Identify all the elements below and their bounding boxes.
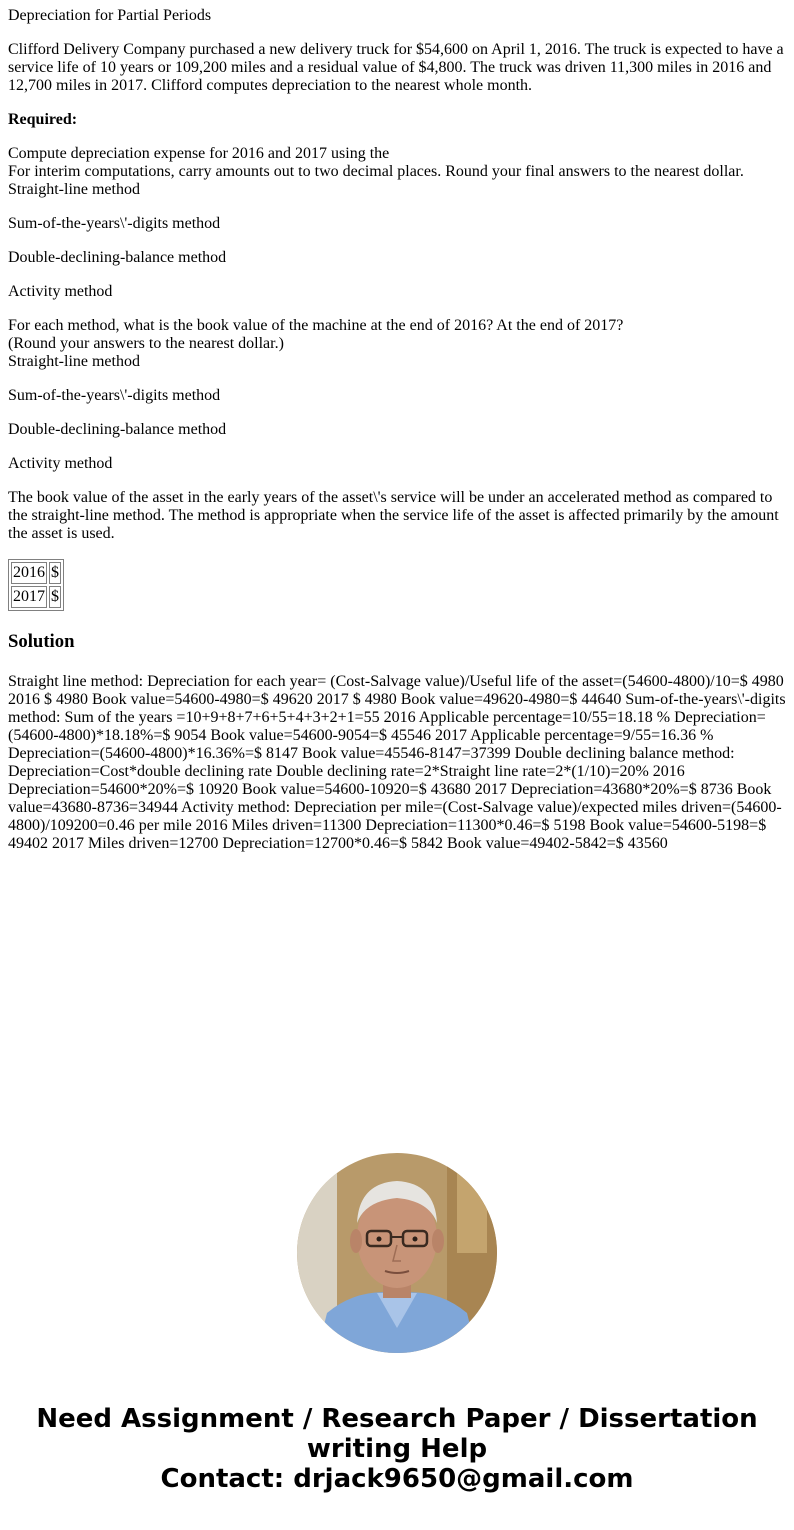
required-label: Required: [8, 111, 78, 128]
part2-method-straight-line: Straight-line method [8, 353, 140, 370]
part1-rounding-note: For interim computations, carry amounts out to two decimal places. Round your final answers to the nearest dollar. [8, 163, 744, 180]
person-photo-icon [297, 1153, 497, 1353]
part1-method-activity: Activity method [8, 283, 113, 300]
answer-table [8, 559, 64, 611]
document-page [0, 7, 794, 853]
part1-method-ddb: Double-declining-balance method [8, 249, 227, 266]
table-row [11, 586, 61, 608]
part2-method-syd: Sum-of-the-years\'-digits method [8, 387, 221, 404]
solution-text: Straight line method: Depreciation for each year= (Cost-Salvage value)/Useful life of the asset=(54600-4800)/10=$ 4980 2016 $ 4980 Book value=54600-4980=$ 49620 2017 $ 4980 Book value=49620-4980=$ 44640 Sum-of-the-years\'-digits method: Sum of the years =10+9+8+7+6+5+4+3+2+1=55 2016 Applicable percentage=10/55=18.18 % Depreciation=(54600-4800)*18.18%=$ 9054 Book value=54600-9054=$ 45546 2017 Applicable percentage=9/55=16.36 % Depreciation=(54600-4800)*16.36%=$ 8147 Book value=45546-8147=37399 Double declining balance method: Depreciation=Cost*double declining rate Double declining rate=2*Straight line rate=2*(1/10)=20% 2016 Depreciation=54600*20%=$ 10920 Book value=54600-10920=$ 43680 2017 Depreciation=43680*20%=$ 8736 Book value=43680-8736=34944 Activity method: Depreciation per mile=(Cost-Salvage value)/expected miles driven=(54600-4800)/109200=0.46 per mile 2016 Miles driven=11300 Depreciation=11300*0.46=$ 5198 Book value=54600-5198=$ 49402 2017 Miles driven=12700 Depreciation=12700*0.46=$ 5842 Book value=49402-5842=$ 43560 [8, 673, 786, 852]
part1-instruction: Compute depreciation expense for 2016 and 2017 using the [8, 145, 390, 162]
part1-method-straight-line: Straight-line method [8, 181, 140, 198]
part2-method-ddb: Double-declining-balance method [8, 421, 227, 438]
problem-description: Clifford Delivery Company purchased a new delivery truck for $54,600 on April 1, 2016. The truck is expected to have a service life of 10 years or 109,200 miles and a residual value of $4,800. The truck was driven 11,300 miles in 2016 and 12,700 miles in 2017. Clifford computes depreciation to the nearest whole month. [8, 41, 784, 94]
part2-method-activity: Activity method [8, 455, 113, 472]
amount-cell: $ [49, 586, 61, 608]
avatar [297, 1153, 497, 1353]
part2-block [8, 317, 786, 473]
year-cell: 2017 [11, 586, 47, 608]
conclusion-paragraph: The book value of the asset in the early years of the asset\'s service will be under an accelerated method as compared to the straight-line method. The method is appropriate when the service life of the asset is affected primarily by the amount the asset is used. [8, 489, 779, 542]
amount-cell: $ [49, 562, 61, 584]
part2-instruction: For each method, what is the book value of the machine at the end of 2016? At the end of 2017? [8, 317, 624, 334]
part1-block [8, 145, 786, 301]
problem-title: Depreciation for Partial Periods [8, 7, 212, 24]
part2-rounding-note: (Round your answers to the nearest dollar.) [8, 335, 284, 352]
footer-contact-line: Contact: drjack9650@gmail.com [160, 1464, 634, 1494]
part1-method-syd: Sum-of-the-years\'-digits method [8, 215, 221, 232]
solution-heading: Solution [8, 631, 75, 652]
footer-help-line: Need Assignment / Research Paper / Dissertation writing Help [36, 1404, 758, 1464]
footer-banner [0, 1404, 794, 1494]
year-cell: 2016 [11, 562, 47, 584]
table-row [11, 562, 61, 584]
